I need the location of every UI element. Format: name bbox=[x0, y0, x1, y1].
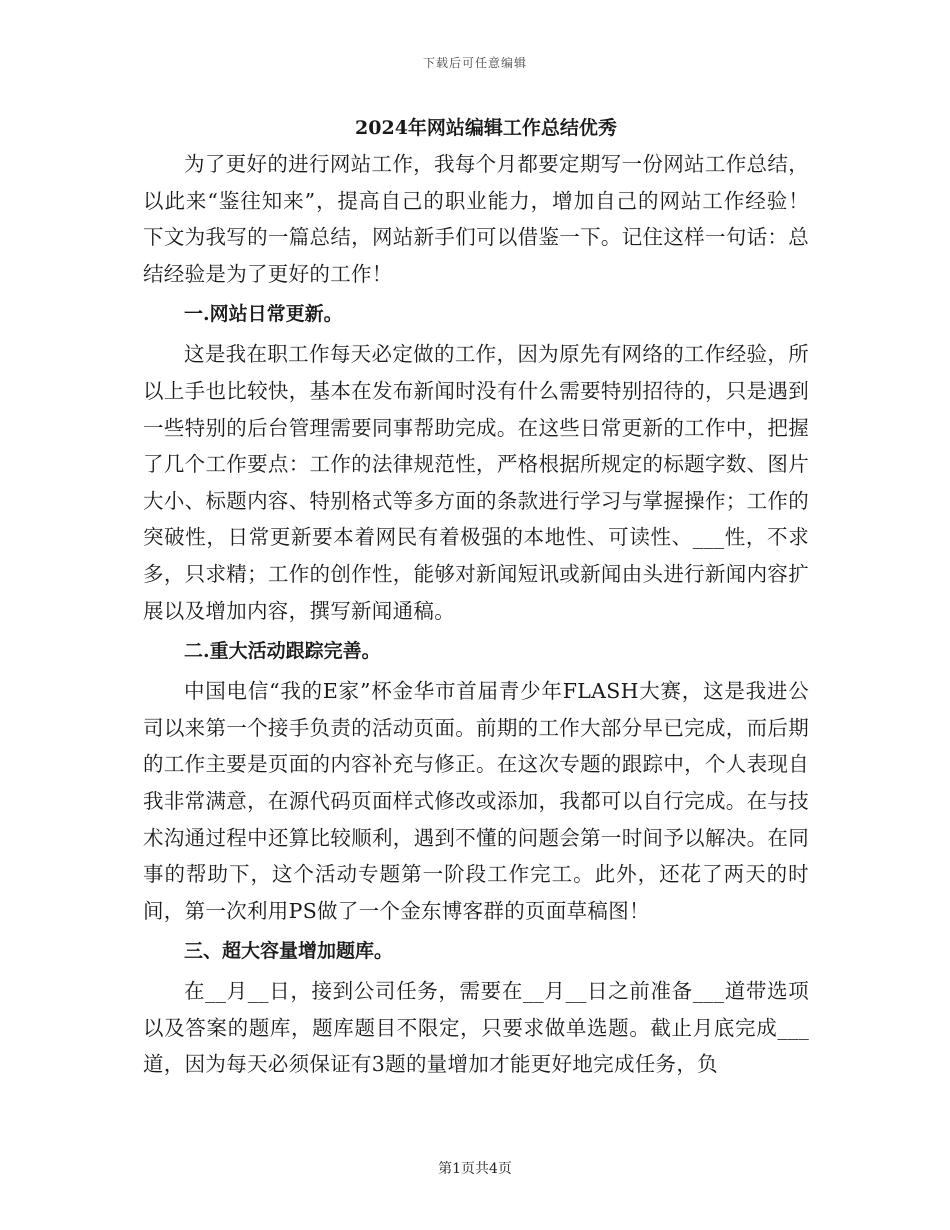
document-content bbox=[143, 110, 809, 1083]
section-heading-2: 二.重大活动跟踪完善。 bbox=[184, 640, 381, 663]
section-body-1: 这是我在职工作每天必定做的工作，因为原先有网络的工作经验，所以上手也比较快，基本在发布新闻时没有什么需要特别招待的，只是遇到一些特别的后台管理需要同事帮助完成。在这些日常更新的工作中，把握了几个工作要点：工作的法律规范性，严格根据所规定的标题字数、图片大小、标题内容、特别格式等多方面的条款进行学习与掌握操作；工作的突破性，日常更新要本着网民有着极强的本地性、可读性、___性，不求多，只求精；工作的创作性，能够对新闻短讯或新闻由头进行新闻内容扩展以及增加内容，撰写新闻通稿。 bbox=[143, 342, 809, 623]
section-heading-3: 三、超大容量增加题库。 bbox=[184, 940, 394, 963]
section-body-3: 在__月__日，接到公司任务，需要在__月__日之前准备___道带选项以及答案的题库，题库题目不限定，只要求做单选题。截止月底完成___道，因为每天必须保证有3题的量增加才能更好地完成任务，负 bbox=[143, 979, 809, 1077]
page-footer: 第1页共4页 bbox=[438, 1161, 512, 1177]
section-heading-1: 一.网站日常更新。 bbox=[184, 303, 343, 326]
document-title: 2024年网站编辑工作总结优秀 bbox=[355, 117, 617, 139]
section-body-2: 中国电信“我的E家”杯金华市首届青少年FLASH大赛，这是我进公司以来第一个接手负责的活动页面。前期的工作大部分早已完成，而后期的工作主要是页面的内容补充与修正。在这次专题的跟踪中，个人表现自我非常满意，在源代码页面样式修改或添加，我都可以自行完成。在与技术沟通过程中还算比较顺利，遇到不懂的问题会第一时间予以解决。在同事的帮助下，这个活动专题第一阶段工作完工。此外，还花了两天的时间，第一次利用PS做了一个金东博客群的页面草稿图！ bbox=[143, 679, 809, 923]
intro-paragraph: 为了更好的进行网站工作，我每个月都要定期写一份网站工作总结，以此来“鉴往知来”，提高自己的职业能力，增加自己的网站工作经验！下文为我写的一篇总结，网站新手们可以借鉴一下。记住这样一句话：总结经验是为了更好的工作！ bbox=[143, 152, 809, 286]
header-note: 下载后可任意编辑 bbox=[422, 56, 527, 70]
